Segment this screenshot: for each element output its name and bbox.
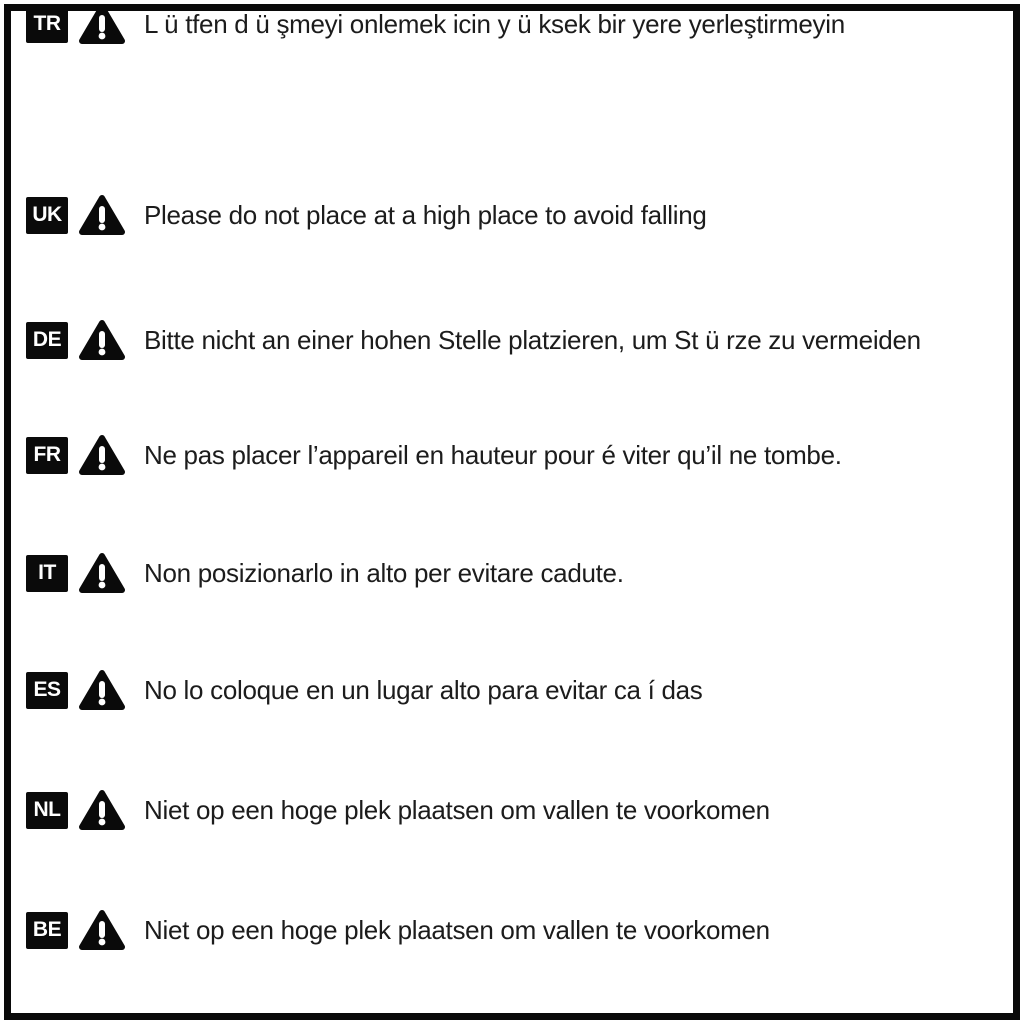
warning-row-de	[26, 316, 1006, 364]
language-badge-fr: FR	[26, 437, 68, 474]
warning-row-it	[26, 549, 1006, 597]
warning-text: L ü tfen d ü şmeyi onlemek icin y ü ksek bir yere yerleştirmeyin	[144, 8, 845, 39]
language-badge-tr: TR	[26, 6, 68, 43]
warning-row-es	[26, 666, 1006, 714]
warning-triangle-icon	[77, 550, 127, 596]
warning-row-nl	[26, 786, 1006, 834]
warning-row-be	[26, 906, 1006, 954]
warning-text: Please do not place at a high place to avoid falling	[144, 199, 707, 230]
warning-triangle-icon	[77, 907, 127, 953]
warning-text: Ne pas placer l’appareil en hauteur pour é viter qu’il ne tombe.	[144, 439, 842, 470]
language-badge-de: DE	[26, 322, 68, 359]
language-badge-nl: NL	[26, 792, 68, 829]
language-badge-uk: UK	[26, 197, 68, 234]
warning-triangle-icon	[77, 667, 127, 713]
warning-row-tr	[26, 0, 1006, 48]
warning-text: No lo coloque en un lugar alto para evitar ca í das	[144, 674, 703, 705]
warning-row-fr	[26, 431, 1006, 479]
warning-triangle-icon	[77, 317, 127, 363]
warning-text: Bitte nicht an einer hohen Stelle platzieren, um St ü rze zu vermeiden	[144, 324, 921, 355]
warning-triangle-icon	[77, 1, 127, 47]
language-badge-it: IT	[26, 555, 68, 592]
warning-text: Niet op een hoge plek plaatsen om vallen te voorkomen	[144, 794, 770, 825]
warning-triangle-icon	[77, 432, 127, 478]
warning-triangle-icon	[77, 192, 127, 238]
page-border	[4, 4, 1020, 1020]
language-badge-be: BE	[26, 912, 68, 949]
warning-triangle-icon	[77, 787, 127, 833]
warning-text: Niet op een hoge plek plaatsen om vallen te voorkomen	[144, 914, 770, 945]
warning-row-uk	[26, 191, 1006, 239]
warning-text: Non posizionarlo in alto per evitare cadute.	[144, 557, 624, 588]
language-badge-es: ES	[26, 672, 68, 709]
